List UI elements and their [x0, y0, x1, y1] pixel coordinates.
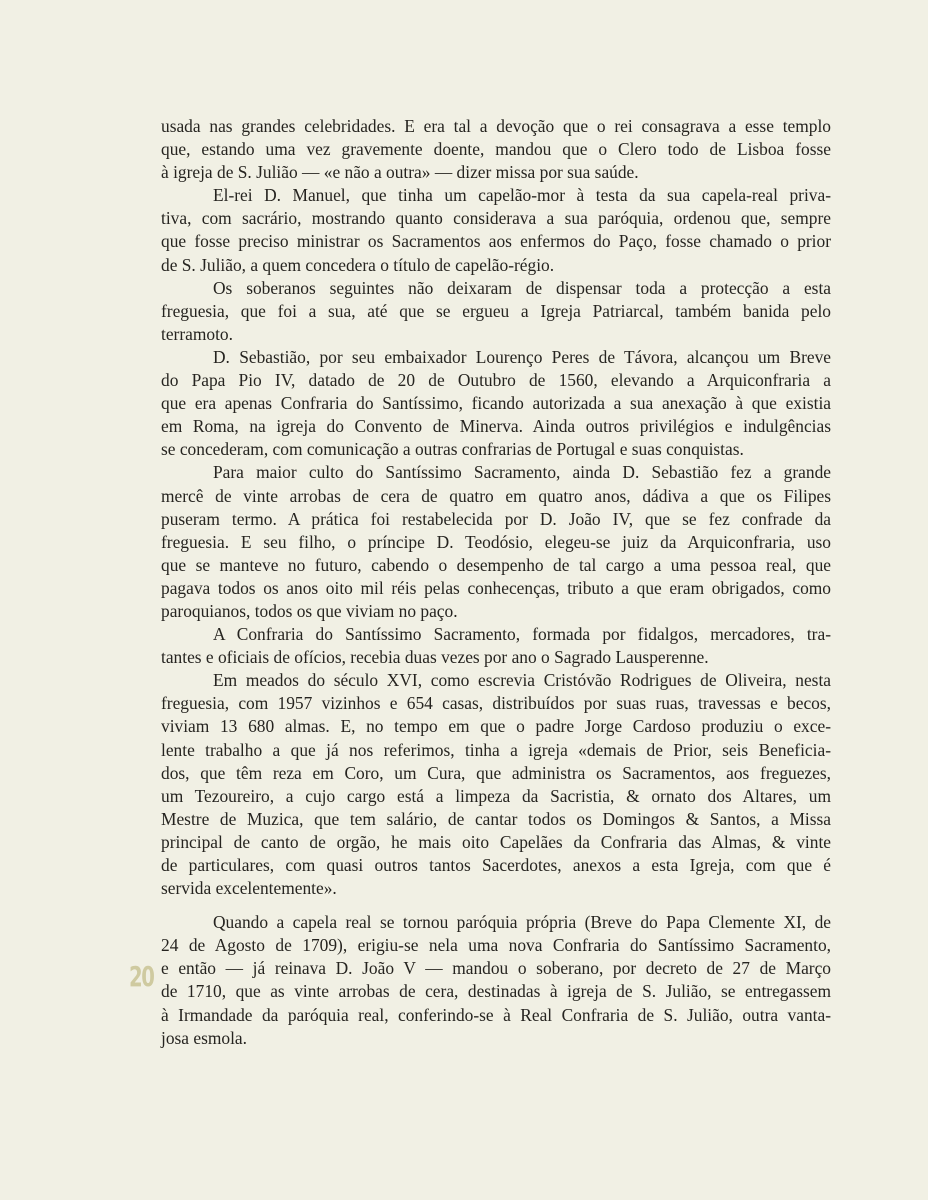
- text-line: que se manteve no futuro, cabendo o desempenho de tal cargo a uma pessoa real, que: [161, 554, 831, 575]
- text-line: Para maior culto do Santíssimo Sacramento, ainda D. Sebastião fez a grande: [213, 462, 831, 483]
- text-line: freguesia, que foi a sua, até que se ergueu a Igreja Patriarcal, também banida pelo: [161, 300, 831, 321]
- body-text: [161, 115, 831, 1050]
- text-line: josa esmola.: [161, 1027, 247, 1048]
- text-line: de particulares, com quasi outros tantos Sacerdotes, anexos a esta Igreja, com que é: [161, 855, 831, 875]
- text-line: tantes e oficiais de ofícios, recebia duas vezes por ano o Sagrado Lausperenne.: [161, 647, 709, 668]
- text-line: Mestre de Muzica, que tem salário, de cantar todos os Domingos & Santos, a Missa: [161, 808, 831, 829]
- text-line: principal de canto de orgão, he mais oito Capelães da Confraria das Almas, & vinte: [161, 831, 831, 852]
- text-line: em Roma, na igreja do Convento de Minerva. Ainda outros privilégios e indulgências: [161, 416, 831, 437]
- text-line: usada nas grandes celebridades. E era tal a devoção que o rei consagrava a esse templo: [161, 116, 831, 136]
- text-line: freguesia, com 1957 vizinhos e 654 casas, distribuídos por suas ruas, travessas e becos,: [161, 693, 831, 714]
- text-line: Quando a capela real se tornou paróquia própria (Breve do Papa Clemente XI, de: [213, 912, 831, 933]
- text-line: e então — já reinava D. João V — mandou o soberano, por decreto de 27 de Março: [161, 958, 831, 979]
- text-line: um Tezoureiro, a cujo cargo está a limpeza da Sacristia, & ornato dos Altares, um: [161, 785, 831, 806]
- text-line: se concederam, com comunicação a outras confrarias de Portugal e suas conquistas.: [161, 439, 744, 460]
- text-line: pagava todos os anos oito mil réis pelas conhecenças, tributo a que eram obrigados, como: [161, 577, 831, 598]
- text-line: lente trabalho a que já nos referimos, tinha a igreja «demais de Prior, seis Beneficia-: [161, 739, 831, 760]
- text-line: dos, que têm reza em Coro, um Cura, que administra os Sacramentos, aos freguezes,: [161, 762, 831, 783]
- text-line: tiva, com sacrário, mostrando quanto considerava a sua paróquia, ordenou que, sempre: [161, 208, 831, 229]
- text-line: à igreja de S. Julião — «e não a outra» — dizer missa por sua saúde.: [161, 162, 639, 183]
- text-line: do Papa Pio IV, datado de 20 de Outubro de 1560, elevando a Arquiconfraria a: [161, 370, 831, 391]
- text-line: Os soberanos seguintes não deixaram de dispensar toda a protecção a esta: [213, 277, 831, 298]
- text-line: à Irmandade da paróquia real, conferindo-se à Real Confraria de S. Julião, outra vanta-: [161, 1004, 831, 1025]
- text-line: D. Sebastião, por seu embaixador Lourenço Peres de Távora, alcançou um Breve: [213, 346, 831, 367]
- text-line: freguesia. E seu filho, o príncipe D. Teodósio, elegeu-se juiz da Arquiconfraria, uso: [161, 531, 831, 552]
- text-line: terramoto.: [161, 323, 233, 344]
- text-line: 24 de Agosto de 1709), erigiu-se nela uma nova Confraria do Santíssimo Sacramento,: [161, 935, 831, 956]
- text-line: que, estando uma vez gravemente doente, mandou que o Clero todo de Lisboa fosse: [161, 139, 831, 160]
- text-line: Em meados do século XVI, como escrevia Cristóvão Rodrigues de Oliveira, nesta: [213, 670, 831, 691]
- text-line: que fosse preciso ministrar os Sacramentos aos enfermos do Paço, fosse chamado o prior: [161, 231, 831, 252]
- text-line: paroquianos, todos os que viviam no paço.: [161, 600, 458, 621]
- text-line: puseram termo. A prática foi restabelecida por D. João IV, que se fez confrade da: [161, 508, 831, 529]
- text-line: de 1710, que as vinte arrobas de cera, destinadas à igreja de S. Julião, se entregassem: [161, 981, 831, 1002]
- text-line: servida excelentemente».: [161, 878, 337, 899]
- text-line: El-rei D. Manuel, que tinha um capelão-mor à testa da sua capela-real priva-: [213, 185, 831, 206]
- text-line: que era apenas Confraria do Santíssimo, ficando autorizada a sua anexação à que existia: [161, 393, 831, 414]
- page-number: 20: [129, 960, 154, 993]
- text-line: viviam 13 680 almas. E, no tempo em que o padre Jorge Cardoso produziu o exce-: [161, 716, 831, 737]
- text-line: A Confraria do Santíssimo Sacramento, formada por fidalgos, mercadores, tra-: [213, 624, 831, 645]
- text-line: de S. Julião, a quem concedera o título de capelão-régio.: [161, 254, 555, 275]
- text-line: mercê de vinte arrobas de cera de quatro em quatro anos, dádiva a que os Filipes: [161, 485, 831, 506]
